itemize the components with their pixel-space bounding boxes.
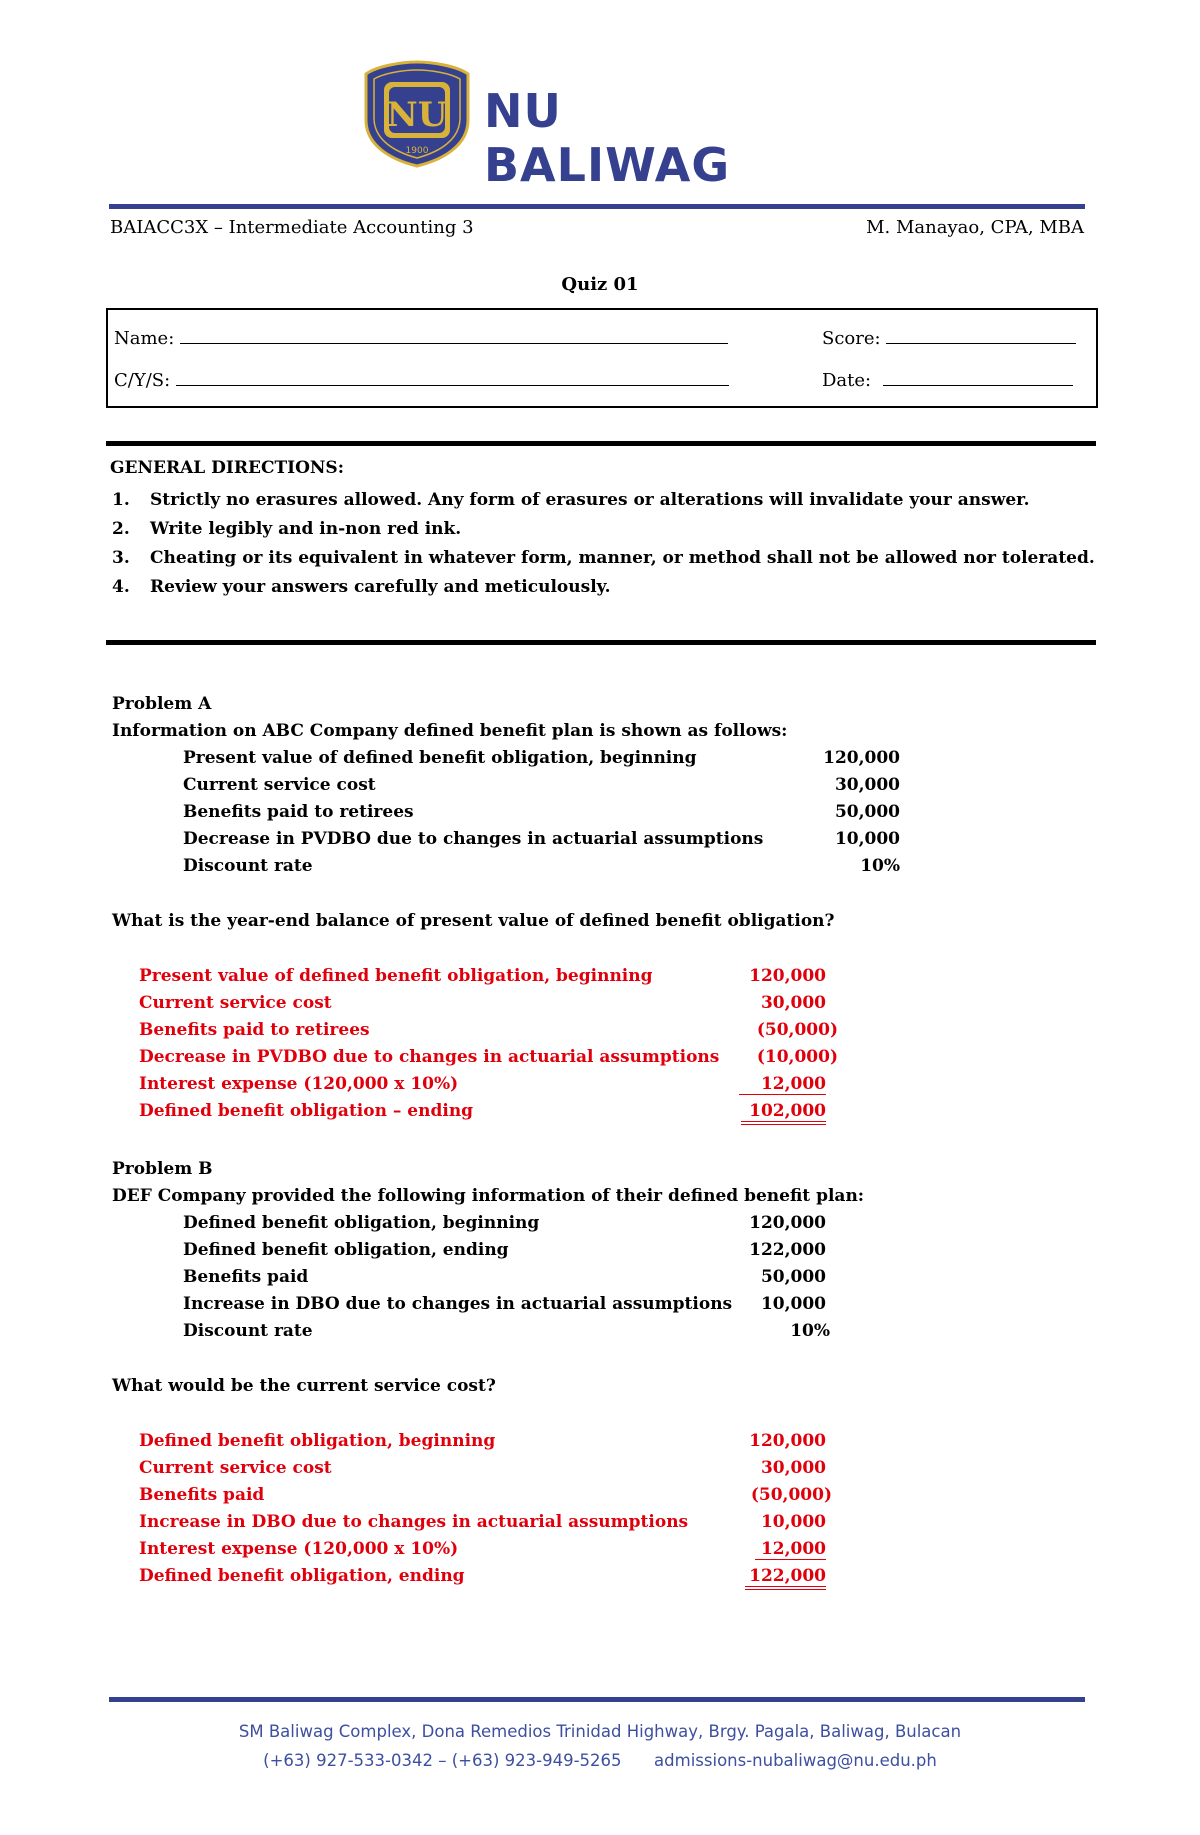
date-blank[interactable] <box>883 371 1073 386</box>
brand-name: NU BALIWAG <box>484 84 731 192</box>
footer-address: SM Baliwag Complex, Dona Remedios Trinidad Highway, Brgy. Pagala, Baliwag, Bulacan <box>238 1722 962 1741</box>
svg-text:1900: 1900 <box>405 146 429 156</box>
name-field[interactable] <box>114 328 728 349</box>
name-blank[interactable] <box>180 329 728 344</box>
pb-solution-value: 30,000 <box>760 1458 826 1478</box>
pb-solution-label: Current service cost <box>139 1458 332 1478</box>
student-info-box <box>106 308 1098 408</box>
pb-solution-value: 12,000 <box>755 1539 826 1560</box>
pa-solution-value: (50,000) <box>756 1020 838 1040</box>
problem-a-intro: Information on ABC Company defined benefit plan is shown as follows: <box>112 721 788 741</box>
pb-given-label: Increase in DBO due to changes in actuarial assumptions <box>183 1294 733 1314</box>
direction-item: 3. Cheating or its equivalent in whatever form, manner, or method shall not be allowed nor tolerated. <box>112 548 1095 568</box>
pb-given-label: Defined benefit obligation, beginning <box>183 1213 540 1233</box>
pb-solution-value: (50,000) <box>750 1485 832 1505</box>
problem-a-title: Problem A <box>112 694 212 714</box>
pb-given-value: 10% <box>790 1321 830 1341</box>
pa-solution-total: 102,000 <box>741 1101 826 1125</box>
pa-given-value: 30,000 <box>834 775 900 795</box>
problem-b-title: Problem B <box>112 1159 213 1179</box>
pb-given-label: Discount rate <box>183 1321 313 1341</box>
pb-solution-label: Increase in DBO due to changes in actuarial assumptions <box>139 1512 689 1532</box>
cys-label: C/Y/S: <box>114 370 171 391</box>
cys-blank[interactable] <box>176 371 729 386</box>
pa-given-label: Benefits paid to retirees <box>183 802 414 822</box>
score-field[interactable] <box>822 328 1076 349</box>
score-label: Score: <box>822 328 881 349</box>
directions-top-rule <box>106 441 1096 446</box>
pb-given-value: 122,000 <box>749 1240 826 1260</box>
pb-solution-value: 120,000 <box>749 1431 826 1451</box>
date-label: Date: <box>822 370 872 391</box>
pa-solution-label: Benefits paid to retirees <box>139 1020 370 1040</box>
pb-given-label: Benefits paid <box>183 1267 309 1287</box>
direction-item: 1. Strictly no erasures allowed. Any form of erasures or alterations will invalidate your answer. <box>112 490 1030 510</box>
pa-given-value: 10,000 <box>834 829 900 849</box>
pa-given-value: 10% <box>860 856 900 876</box>
pa-solution-value: (10,000) <box>756 1047 838 1067</box>
pb-given-label: Defined benefit obligation, ending <box>183 1240 509 1260</box>
pb-solution-label: Defined benefit obligation, ending <box>139 1566 465 1586</box>
pa-solution-label: Defined benefit obligation – ending <box>139 1101 474 1121</box>
pa-given-value: 50,000 <box>834 802 900 822</box>
cys-field[interactable] <box>114 370 729 391</box>
pb-given-value: 50,000 <box>760 1267 826 1287</box>
instructor-name: M. Manayao, CPA, MBA <box>866 217 1084 238</box>
quiz-title: Quiz 01 <box>561 274 639 295</box>
course-title: BAIACC3X – Intermediate Accounting 3 <box>110 217 474 238</box>
pa-given-value: 120,000 <box>823 748 900 768</box>
score-blank[interactable] <box>886 329 1076 344</box>
pb-given-value: 120,000 <box>749 1213 826 1233</box>
pa-solution-label: Present value of defined benefit obligation, beginning <box>139 966 653 986</box>
pa-solution-label: Interest expense (120,000 x 10%) <box>139 1074 459 1094</box>
pa-solution-value: 30,000 <box>760 993 826 1013</box>
footer-divider <box>109 1697 1085 1702</box>
problem-b-intro: DEF Company provided the following information of their defined benefit plan: <box>112 1186 865 1206</box>
name-label: Name: <box>114 328 175 349</box>
pa-given-label: Decrease in PVDBO due to changes in actuarial assumptions <box>183 829 764 849</box>
directions-list <box>110 486 1095 602</box>
pb-solution-label: Interest expense (120,000 x 10%) <box>139 1539 459 1559</box>
footer-phones: (+63) 927-533-0342 – (+63) 923-949-5265 <box>263 1751 622 1770</box>
directions-bottom-rule <box>106 640 1096 645</box>
date-field[interactable] <box>822 370 1073 391</box>
pb-solution-total: 122,000 <box>745 1566 826 1590</box>
nu-shield-icon <box>362 60 472 168</box>
svg-text:NU: NU <box>386 95 448 135</box>
direction-item: 2. Write legibly and in-non red ink. <box>112 519 462 539</box>
footer-contact <box>0 1751 1200 1770</box>
pb-solution-label: Benefits paid <box>139 1485 265 1505</box>
pa-solution-value: 120,000 <box>749 966 826 986</box>
footer-email[interactable]: admissions-nubaliwag@nu.edu.ph <box>654 1751 937 1770</box>
directions-title: GENERAL DIRECTIONS: <box>110 458 344 478</box>
pa-given-label: Current service cost <box>183 775 376 795</box>
pa-solution-label: Decrease in PVDBO due to changes in actuarial assumptions <box>139 1047 720 1067</box>
problem-a-question: What is the year-end balance of present value of defined benefit obligation? <box>112 911 835 931</box>
pb-solution-value: 10,000 <box>760 1512 826 1532</box>
pa-solution-label: Current service cost <box>139 993 332 1013</box>
header-divider <box>109 204 1085 209</box>
problem-b-question: What would be the current service cost? <box>112 1376 496 1396</box>
pa-solution-value: 12,000 <box>739 1074 826 1095</box>
pa-given-label: Present value of defined benefit obligation, beginning <box>183 748 697 768</box>
pb-solution-label: Defined benefit obligation, beginning <box>139 1431 496 1451</box>
direction-item: 4. Review your answers carefully and meticulously. <box>112 577 611 597</box>
pa-given-label: Discount rate <box>183 856 313 876</box>
nu-baliwag-logo <box>362 60 822 192</box>
pb-given-value: 10,000 <box>760 1294 826 1314</box>
